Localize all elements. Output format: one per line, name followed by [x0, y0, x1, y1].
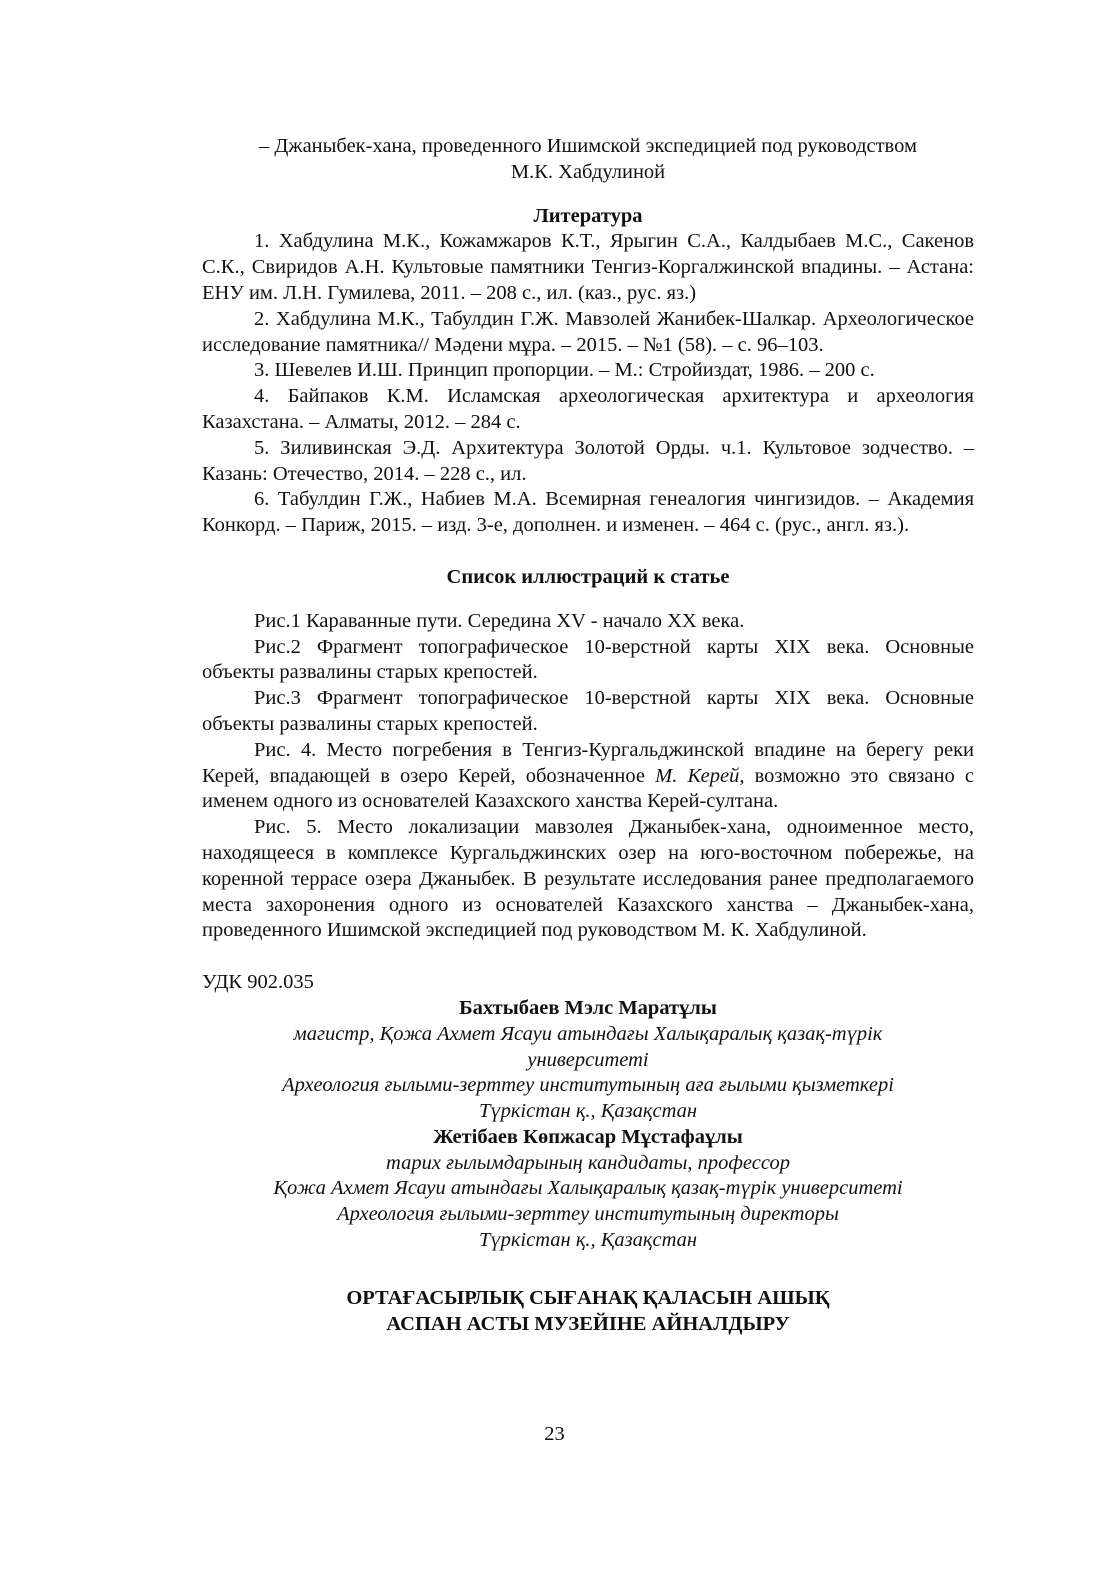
- figure-caption-5: Рис. 5. Место локализации мавзолея Джаныбек-хана, одноименное место, находящееся в комплексе Кургальджинских озер на юго-восточном побережье, на коренной террасе озера Джаныбек. В результате исследования ранее предполагаемого места захоронения одного из основателей Казахского ханства – Джаныбек-хана, проведенного Ишимской экспедицией под руководством М. К. Хабдулиной.: [202, 816, 974, 942]
- intro-line-2: М.К. Хабдулиной: [510, 160, 666, 183]
- author-2-name: Жетібаев Көпжасар Мұстафаұлы: [433, 1125, 743, 1148]
- udk-code: УДК 902.035: [202, 971, 314, 994]
- figure-caption-4: [202, 738, 974, 815]
- author-2-location: Түркістан қ., Қазақстан: [478, 1229, 698, 1252]
- figure-caption-4-italic: М. Керей,: [655, 764, 745, 787]
- figure-caption-3: Рис.3 Фрагмент топографическое 10-верстной карты XIX века. Основные объекты развалины старых крепостей.: [202, 687, 974, 735]
- author-1-affiliation-3: Археология ғылыми-зерттеу институтының аға ғылыми қызметкері: [282, 1074, 894, 1097]
- intro-line-1: – Джаныбек-хана, проведенного Ишимской экспедицией под руководством: [259, 135, 917, 157]
- author-2-affiliation-1: тарих ғылымдарының кандидаты, профессор: [386, 1151, 790, 1174]
- literature-item-5: 5. Зиливинская Э.Д. Архитектура Золотой Орды. ч.1. Культовое зодчество. – Казань: Отечество, 2014. – 228 с., ил.: [202, 436, 974, 485]
- author-1-location: Түркістан қ., Қазақстан: [478, 1100, 698, 1123]
- author-1-affiliation-1: магистр, Қожа Ахмет Ясауи атындағы Халықаралық қазақ-түрік: [293, 1022, 883, 1045]
- illustrations-heading: Список иллюстраций к статье: [446, 565, 730, 588]
- document-page: [202, 134, 974, 1337]
- author-1-affiliation-2: университеті: [527, 1048, 649, 1071]
- author-1-name: Бахтыбаев Мэлс Маратұлы: [459, 996, 717, 1019]
- figure-caption-1: Рис.1 Караванные пути. Середина XV - начало XX века.: [254, 609, 745, 632]
- literature-heading: Литература: [533, 204, 643, 227]
- article-title-line-2: АСПАН АСТЫ МУЗЕЙІНЕ АЙНАЛДЫРУ: [386, 1312, 790, 1335]
- literature-item-3: 3. Шевелев И.Ш. Принцип пропорции. – М.: Стройиздат, 1986. – 200 с.: [254, 359, 875, 382]
- literature-item-2: 2. Хабдулина М.К., Табулдин Г.Ж. Мавзолей Жанибек-Шалкар. Археологическое исследование памятника// Мәдени мұра. – 2015. – №1 (58). – с. 96–103.: [202, 307, 974, 356]
- author-2-affiliation-3: Археология ғылыми-зерттеу институтының директоры: [337, 1203, 839, 1226]
- literature-item-6: 6. Табулдин Г.Ж., Набиев М.А. Всемирная генеалогия чингизидов. – Академия Конкорд. – Париж, 2015. – изд. 3-е, дополнен. и изменен. – 464 с. (рус., англ. яз.).: [202, 488, 974, 537]
- literature-item-1: 1. Хабдулина М.К., Кожамжаров К.Т., Ярыгин С.А., Калдыбаев М.С., Сакенов С.К., Свиридов А.Н. Культовые памятники Тенгиз-Коргалжинской впадины. – Астана: ЕНУ им. Л.Н. Гумилева, 2011. – 208 с., ил. (каз., рус. яз.): [202, 230, 974, 304]
- page-number: 23: [544, 1423, 565, 1445]
- literature-item-4: 4. Байпаков К.М. Исламская археологическая архитектура и археология Казахстана. – Алматы, 2012. – 284 с.: [202, 385, 974, 433]
- figure-caption-4-text-b: возможно это связано с именем одного из основателей Казахского ханства Керей-султана.: [202, 764, 974, 813]
- article-title-line-1: ОРТАҒАСЫРЛЫҚ СЫҒАНАҚ ҚАЛАСЫН АШЫҚ: [346, 1286, 830, 1309]
- author-2-affiliation-2: Қожа Ахмет Ясауи атындағы Халықаралық қазақ-түрік университеті: [273, 1177, 903, 1200]
- figure-caption-2: Рис.2 Фрагмент топографическое 10-верстной карты XIX века. Основные объекты развалины старых крепостей.: [202, 635, 974, 684]
- figure-caption-4-text-a: Рис. 4. Место погребения в Тенгиз-Кургальджинской впадине на берегу реки Керей, впадающей в озеро Керей, обозначенное: [202, 738, 974, 787]
